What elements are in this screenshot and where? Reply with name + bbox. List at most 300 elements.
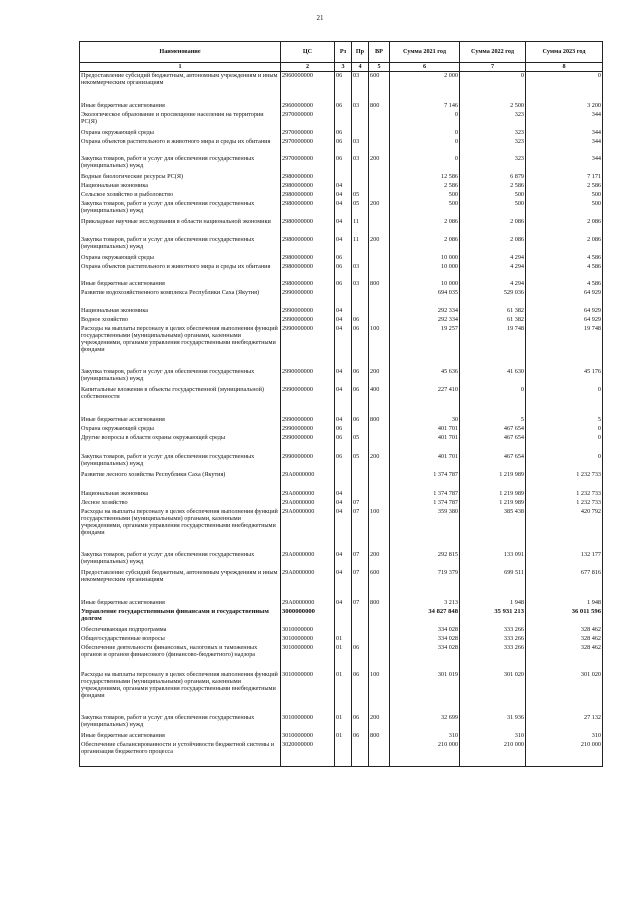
row-sum-2022: 301 020 (460, 671, 526, 714)
row-name: Охрана объектов растительного и животного мира и среды их обитания (80, 263, 281, 280)
row-vr-code: 200 (369, 155, 390, 173)
row-rz-code: 06 (335, 434, 352, 453)
row-sum-2023: 1 948 (526, 599, 603, 608)
row-name: Национальная экономика (80, 307, 281, 316)
row-pr-code (352, 425, 369, 434)
column-number: 6 (390, 63, 460, 72)
table-header-row (80, 42, 603, 63)
row-vr-code (369, 741, 390, 767)
row-cs-code: 2980000000 (281, 254, 335, 263)
table-row (80, 599, 603, 608)
page-number: 21 (316, 14, 324, 22)
row-sum-2021: 292 815 (390, 551, 460, 569)
row-cs-code: 2990000000 (281, 434, 335, 453)
row-sum-2021: 401 701 (390, 434, 460, 453)
row-sum-2022: 699 511 (460, 569, 526, 599)
row-cs-code: 29А0000000 (281, 471, 335, 490)
row-sum-2022: 529 036 (460, 289, 526, 307)
row-rz-code: 06 (335, 72, 352, 102)
row-vr-code (369, 289, 390, 307)
row-name: Закупка товаров, работ и услуг для обеспечения государственных (муниципальных) нужд (80, 155, 281, 173)
table-row (80, 635, 603, 644)
row-sum-2021: 401 701 (390, 453, 460, 471)
table-row (80, 182, 603, 191)
table-row (80, 499, 603, 508)
row-sum-2022: 323 (460, 111, 526, 129)
row-rz-code: 04 (335, 416, 352, 425)
row-pr-code: 06 (352, 386, 369, 416)
row-sum-2023: 1 232 733 (526, 471, 603, 490)
column-number-row (80, 63, 603, 72)
row-vr-code: 200 (369, 551, 390, 569)
header-rz: Рз (335, 42, 352, 63)
row-rz-code (335, 471, 352, 490)
row-sum-2023: 64 929 (526, 289, 603, 307)
row-rz-code: 04 (335, 490, 352, 499)
row-sum-2023: 328 462 (526, 626, 603, 635)
row-name: Обеспечивающая подпрограмма (80, 626, 281, 635)
table-row (80, 289, 603, 307)
row-name: Закупка товаров, работ и услуг для обеспечения государственных (муниципальных) нужд (80, 236, 281, 254)
table-row (80, 200, 603, 218)
row-vr-code (369, 191, 390, 200)
row-name: Расходы на выплаты персоналу в целях обеспечения выполнения функций государственными (муниципальными) органами, казенными учреждениями, органами управления государственными внебюджетными фондами (80, 671, 281, 714)
table-row (80, 732, 603, 741)
table-row (80, 644, 603, 671)
row-sum-2023: 0 (526, 453, 603, 471)
row-rz-code: 04 (335, 599, 352, 608)
row-cs-code: 2990000000 (281, 325, 335, 368)
column-number: 4 (352, 63, 369, 72)
table-row (80, 626, 603, 635)
row-vr-code: 200 (369, 368, 390, 386)
table-row (80, 434, 603, 453)
row-sum-2021: 12 586 (390, 173, 460, 182)
row-vr-code (369, 425, 390, 434)
table-row (80, 368, 603, 386)
row-vr-code (369, 316, 390, 325)
row-sum-2021: 401 701 (390, 425, 460, 434)
row-sum-2023: 45 176 (526, 368, 603, 386)
row-rz-code: 04 (335, 386, 352, 416)
row-name: Охрана окружающей среды (80, 129, 281, 138)
row-name: Водные биологические ресурсы РС(Я) (80, 173, 281, 182)
table-row (80, 325, 603, 368)
table-row (80, 173, 603, 182)
row-vr-code (369, 608, 390, 626)
row-name: Расходы на выплаты персоналу в целях обеспечения выполнения функций государственными (муниципальными) органами, казенными учреждениями, органами управления государственными внебюджетными фондами (80, 508, 281, 551)
row-sum-2023: 0 (526, 72, 603, 102)
row-name: Сельское хозяйство и рыболовство (80, 191, 281, 200)
table-row (80, 490, 603, 499)
row-sum-2023: 500 (526, 191, 603, 200)
row-sum-2021: 1 374 787 (390, 490, 460, 499)
row-sum-2023: 344 (526, 155, 603, 173)
row-rz-code (335, 608, 352, 626)
row-sum-2021: 3 213 (390, 599, 460, 608)
row-name: Лесное хозяйство (80, 499, 281, 508)
row-sum-2021: 2 586 (390, 182, 460, 191)
row-vr-code (369, 254, 390, 263)
row-sum-2022: 0 (460, 386, 526, 416)
table-row (80, 316, 603, 325)
row-sum-2023: 328 462 (526, 635, 603, 644)
row-sum-2022: 323 (460, 155, 526, 173)
row-cs-code: 2980000000 (281, 182, 335, 191)
row-sum-2023: 0 (526, 386, 603, 416)
row-cs-code: 2980000000 (281, 218, 335, 236)
row-cs-code: 2970000000 (281, 155, 335, 173)
row-rz-code: 04 (335, 307, 352, 316)
row-rz-code: 04 (335, 236, 352, 254)
row-name: Управление государственными финансами и государственным долгом (80, 608, 281, 626)
row-cs-code: 2970000000 (281, 111, 335, 129)
row-rz-code: 01 (335, 671, 352, 714)
row-name: Иные бюджетные ассигнования (80, 280, 281, 289)
column-number: 7 (460, 63, 526, 72)
row-sum-2021: 334 028 (390, 626, 460, 635)
row-rz-code (335, 626, 352, 635)
row-sum-2022: 2 086 (460, 236, 526, 254)
header-cs: ЦС (281, 42, 335, 63)
row-pr-code: 03 (352, 72, 369, 102)
row-rz-code: 04 (335, 551, 352, 569)
row-vr-code (369, 218, 390, 236)
row-vr-code (369, 490, 390, 499)
row-rz-code: 04 (335, 200, 352, 218)
row-name: Предоставление субсидий бюджетным, автономным учреждениям и иным некоммерческим организациям (80, 569, 281, 599)
row-name: Экологическое образование и просвещение населения на территории РС(Я) (80, 111, 281, 129)
table-row (80, 608, 603, 626)
row-vr-code: 200 (369, 714, 390, 732)
row-sum-2021: 45 636 (390, 368, 460, 386)
table-row (80, 671, 603, 714)
row-sum-2023: 19 748 (526, 325, 603, 368)
row-pr-code: 03 (352, 138, 369, 155)
row-sum-2022: 41 630 (460, 368, 526, 386)
row-pr-code (352, 307, 369, 316)
row-rz-code: 06 (335, 138, 352, 155)
table-row (80, 72, 603, 102)
table-row (80, 416, 603, 425)
row-sum-2021: 334 028 (390, 644, 460, 671)
table-row (80, 508, 603, 551)
table-row (80, 386, 603, 416)
row-sum-2022: 1 948 (460, 599, 526, 608)
header-vr: ВР (369, 42, 390, 63)
row-cs-code: 2990000000 (281, 368, 335, 386)
row-sum-2022: 333 266 (460, 626, 526, 635)
row-sum-2021: 34 827 848 (390, 608, 460, 626)
row-rz-code: 06 (335, 155, 352, 173)
column-number: 3 (335, 63, 352, 72)
row-sum-2023: 0 (526, 434, 603, 453)
row-sum-2022: 467 654 (460, 434, 526, 453)
column-number: 1 (80, 63, 281, 72)
row-rz-code: 04 (335, 569, 352, 599)
row-sum-2022: 2 086 (460, 218, 526, 236)
row-name: Закупка товаров, работ и услуг для обеспечения государственных (муниципальных) нужд (80, 368, 281, 386)
row-cs-code: 29А0000000 (281, 499, 335, 508)
budget-table (79, 41, 603, 767)
row-sum-2022: 467 654 (460, 453, 526, 471)
row-pr-code: 07 (352, 499, 369, 508)
row-sum-2022: 4 294 (460, 254, 526, 263)
row-sum-2022: 385 438 (460, 508, 526, 551)
column-number: 2 (281, 63, 335, 72)
row-sum-2021: 7 146 (390, 102, 460, 111)
row-rz-code: 01 (335, 635, 352, 644)
row-vr-code (369, 182, 390, 191)
row-cs-code: 29А0000000 (281, 508, 335, 551)
row-pr-code: 06 (352, 368, 369, 386)
row-pr-code: 06 (352, 325, 369, 368)
row-pr-code: 07 (352, 569, 369, 599)
row-rz-code: 06 (335, 453, 352, 471)
row-name: Национальная экономика (80, 490, 281, 499)
row-sum-2021: 292 334 (390, 316, 460, 325)
row-sum-2023: 310 (526, 732, 603, 741)
row-name: Иные бюджетные ассигнования (80, 102, 281, 111)
row-pr-code: 05 (352, 200, 369, 218)
row-sum-2023: 500 (526, 200, 603, 218)
row-sum-2021: 1 374 787 (390, 471, 460, 490)
row-vr-code (369, 635, 390, 644)
row-sum-2023: 5 (526, 416, 603, 425)
row-sum-2022: 61 382 (460, 307, 526, 316)
row-sum-2022: 0 (460, 72, 526, 102)
row-pr-code (352, 182, 369, 191)
row-cs-code: 2960000000 (281, 102, 335, 111)
row-sum-2022: 323 (460, 129, 526, 138)
row-vr-code: 100 (369, 671, 390, 714)
row-pr-code (352, 254, 369, 263)
row-sum-2021: 2 000 (390, 72, 460, 102)
row-pr-code: 06 (352, 714, 369, 732)
row-name: Охрана окружающей среды (80, 254, 281, 263)
row-sum-2021: 2 086 (390, 218, 460, 236)
row-pr-code (352, 289, 369, 307)
row-cs-code: 3010000000 (281, 671, 335, 714)
row-rz-code: 06 (335, 280, 352, 289)
table-row (80, 155, 603, 173)
row-name: Обеспечение деятельности финансовых, налоговых и таможенных органов и органов финансового (финансово-бюджетного) надзора (80, 644, 281, 671)
row-rz-code (335, 173, 352, 182)
row-sum-2023: 344 (526, 138, 603, 155)
row-pr-code: 06 (352, 671, 369, 714)
row-sum-2021: 0 (390, 155, 460, 173)
row-sum-2022: 467 654 (460, 425, 526, 434)
row-cs-code: 3010000000 (281, 626, 335, 635)
row-sum-2022: 31 936 (460, 714, 526, 732)
row-pr-code: 06 (352, 416, 369, 425)
row-sum-2022: 5 (460, 416, 526, 425)
row-sum-2023: 132 177 (526, 551, 603, 569)
row-sum-2021: 10 000 (390, 254, 460, 263)
table-row (80, 471, 603, 490)
table-row (80, 263, 603, 280)
row-sum-2022: 61 382 (460, 316, 526, 325)
row-name: Иные бюджетные ассигнования (80, 732, 281, 741)
row-sum-2023: 328 462 (526, 644, 603, 671)
row-sum-2023: 36 011 596 (526, 608, 603, 626)
row-sum-2023: 4 586 (526, 280, 603, 289)
table-row (80, 254, 603, 263)
row-sum-2021: 32 699 (390, 714, 460, 732)
table-row (80, 191, 603, 200)
row-pr-code: 07 (352, 551, 369, 569)
row-vr-code (369, 307, 390, 316)
row-name: Развитие водохозяйственного комплекса Республики Саха (Якутия) (80, 289, 281, 307)
row-cs-code: 2990000000 (281, 453, 335, 471)
table-row (80, 111, 603, 129)
row-sum-2023: 2 086 (526, 236, 603, 254)
row-sum-2021: 0 (390, 111, 460, 129)
row-sum-2022: 323 (460, 138, 526, 155)
row-sum-2021: 500 (390, 191, 460, 200)
row-name: Охрана объектов растительного и животного мира и среды их обитания (80, 138, 281, 155)
column-number: 8 (526, 63, 603, 72)
header-sum-2021: Сумма 2021 год (390, 42, 460, 63)
row-vr-code (369, 263, 390, 280)
row-sum-2022: 500 (460, 191, 526, 200)
row-cs-code: 3020000000 (281, 741, 335, 767)
row-pr-code (352, 129, 369, 138)
row-pr-code: 06 (352, 732, 369, 741)
row-vr-code (369, 138, 390, 155)
table-row (80, 236, 603, 254)
row-cs-code: 2980000000 (281, 280, 335, 289)
row-name: Национальная экономика (80, 182, 281, 191)
row-sum-2023: 677 816 (526, 569, 603, 599)
row-vr-code (369, 626, 390, 635)
row-pr-code (352, 173, 369, 182)
row-name: Развитие лесного хозяйства Республики Саха (Якутия) (80, 471, 281, 490)
row-rz-code: 04 (335, 368, 352, 386)
row-cs-code: 2980000000 (281, 200, 335, 218)
row-pr-code: 05 (352, 453, 369, 471)
row-cs-code: 3010000000 (281, 714, 335, 732)
row-pr-code (352, 626, 369, 635)
row-sum-2022: 1 219 989 (460, 490, 526, 499)
row-sum-2023: 2 086 (526, 218, 603, 236)
row-pr-code (352, 741, 369, 767)
row-cs-code: 3010000000 (281, 732, 335, 741)
row-pr-code: 03 (352, 102, 369, 111)
row-sum-2021: 310 (390, 732, 460, 741)
row-cs-code: 29А0000000 (281, 490, 335, 499)
row-sum-2022: 4 294 (460, 280, 526, 289)
row-rz-code: 04 (335, 325, 352, 368)
table-row (80, 551, 603, 569)
row-rz-code: 01 (335, 714, 352, 732)
row-sum-2023: 2 586 (526, 182, 603, 191)
row-vr-code: 200 (369, 200, 390, 218)
row-pr-code: 11 (352, 218, 369, 236)
row-rz-code: 04 (335, 191, 352, 200)
row-pr-code (352, 635, 369, 644)
row-cs-code: 29А0000000 (281, 599, 335, 608)
row-cs-code: 3010000000 (281, 644, 335, 671)
row-name: Закупка товаров, работ и услуг для обеспечения государственных (муниципальных) нужд (80, 453, 281, 471)
row-vr-code (369, 644, 390, 671)
row-vr-code: 800 (369, 416, 390, 425)
row-pr-code: 06 (352, 644, 369, 671)
row-vr-code: 600 (369, 72, 390, 102)
row-sum-2023: 1 232 733 (526, 490, 603, 499)
row-rz-code: 06 (335, 129, 352, 138)
header-name: Наименование (80, 42, 281, 63)
row-name: Обеспечение сбалансированности и устойчивости бюджетной системы и организация бюджетного процесса (80, 741, 281, 767)
row-pr-code: 07 (352, 599, 369, 608)
row-cs-code: 3000000000 (281, 608, 335, 626)
row-sum-2021: 719 379 (390, 569, 460, 599)
row-vr-code (369, 471, 390, 490)
row-sum-2022: 4 294 (460, 263, 526, 280)
row-vr-code (369, 111, 390, 129)
row-vr-code: 100 (369, 325, 390, 368)
row-pr-code: 05 (352, 434, 369, 453)
row-cs-code: 2990000000 (281, 289, 335, 307)
row-name: Другие вопросы в области охраны окружающей среды (80, 434, 281, 453)
row-name: Водное хозяйство (80, 316, 281, 325)
row-sum-2021: 500 (390, 200, 460, 218)
row-sum-2022: 35 931 213 (460, 608, 526, 626)
row-cs-code: 2960000000 (281, 72, 335, 102)
row-sum-2023: 3 200 (526, 102, 603, 111)
row-sum-2023: 344 (526, 129, 603, 138)
row-sum-2021: 10 000 (390, 280, 460, 289)
row-rz-code: 06 (335, 102, 352, 111)
row-sum-2021: 0 (390, 129, 460, 138)
row-sum-2022: 333 266 (460, 644, 526, 671)
row-sum-2023: 64 929 (526, 307, 603, 316)
row-vr-code: 200 (369, 236, 390, 254)
row-pr-code: 06 (352, 316, 369, 325)
row-rz-code: 06 (335, 263, 352, 280)
row-sum-2023: 301 020 (526, 671, 603, 714)
table-row (80, 714, 603, 732)
table-row (80, 129, 603, 138)
table-row (80, 741, 603, 767)
header-sum-2023: Сумма 2023 год (526, 42, 603, 63)
row-sum-2023: 420 792 (526, 508, 603, 551)
row-sum-2021: 334 028 (390, 635, 460, 644)
row-vr-code: 800 (369, 102, 390, 111)
row-sum-2022: 133 091 (460, 551, 526, 569)
row-name: Прикладные научные исследования в области национальной экономики (80, 218, 281, 236)
row-pr-code: 03 (352, 263, 369, 280)
table-row (80, 425, 603, 434)
row-pr-code: 11 (352, 236, 369, 254)
table-body (80, 72, 603, 767)
table-row (80, 102, 603, 111)
row-cs-code: 2970000000 (281, 129, 335, 138)
row-vr-code: 600 (369, 569, 390, 599)
row-pr-code (352, 490, 369, 499)
row-sum-2021: 359 380 (390, 508, 460, 551)
row-cs-code: 2990000000 (281, 307, 335, 316)
row-sum-2023: 27 132 (526, 714, 603, 732)
row-sum-2022: 1 219 989 (460, 499, 526, 508)
row-pr-code: 03 (352, 155, 369, 173)
row-sum-2022: 6 879 (460, 173, 526, 182)
row-sum-2022: 333 266 (460, 635, 526, 644)
row-pr-code (352, 111, 369, 129)
table-row (80, 138, 603, 155)
row-pr-code (352, 471, 369, 490)
row-cs-code: 2980000000 (281, 173, 335, 182)
